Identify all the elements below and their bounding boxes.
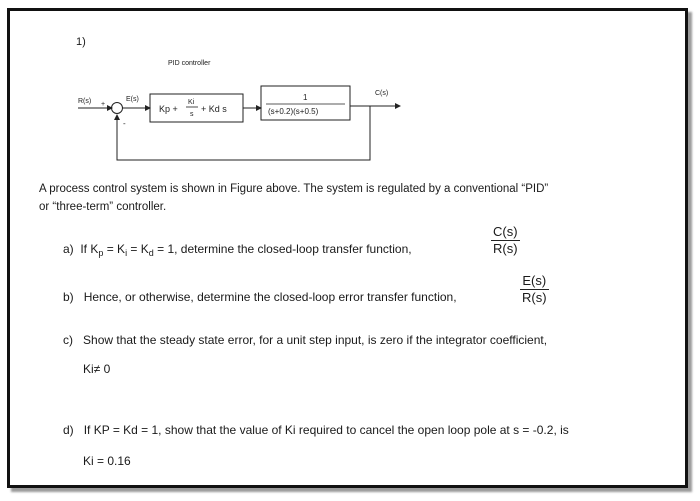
controller-ki-numerator: Ki <box>188 99 195 106</box>
question-a-sub-p: p <box>98 248 104 258</box>
question-b-text: Hence, or otherwise, determine the closed-loop error transfer function, <box>83 290 457 304</box>
question-c-condition: Ki≠ 0 <box>83 362 111 376</box>
question-b-fraction-num: E(s) <box>520 273 549 290</box>
question-a-text: = 1, determine the closed-loop transfer function, <box>153 242 412 256</box>
summing-junction <box>112 103 123 114</box>
question-d-answer: Ki = 0.16 <box>83 454 131 468</box>
controller-ki-denominator: s <box>190 111 194 118</box>
question-c-text: Show that the steady state error, for a unit step input, is zero if the integrator coefficient, <box>83 333 548 347</box>
plant-numerator: 1 <box>303 93 308 102</box>
error-label: E(s) <box>126 96 139 103</box>
question-b-label: b) <box>63 290 74 304</box>
controller-kp: Kp + <box>159 104 178 114</box>
question-number: 1) <box>76 36 86 48</box>
question-c <box>63 333 547 347</box>
intro-line-2: or “three-term” controller. <box>39 201 167 213</box>
question-c-label: c) <box>63 333 73 347</box>
minus-sign: - <box>123 119 126 128</box>
question-a-sub-d: d <box>148 248 154 258</box>
output-label: C(s) <box>375 90 389 97</box>
question-d <box>63 423 569 437</box>
pid-controller-label: PID controller <box>168 60 211 67</box>
question-a-label: a) <box>63 242 74 256</box>
question-a-fraction-num: C(s) <box>493 224 518 239</box>
question-d-label: d) <box>63 423 74 437</box>
question-a-fraction <box>491 224 520 257</box>
question-b-fraction-den: R(s) <box>522 290 547 305</box>
intro-line-1: A process control system is shown in Figure above. The system is regulated by a conventional “PID” <box>39 183 549 195</box>
question-a-mid1: = K <box>103 242 126 256</box>
input-label: R(s) <box>78 98 92 105</box>
plant-denominator: (s+0.2)(s+0.5) <box>268 107 319 116</box>
question-a-mid2: = K <box>127 242 149 256</box>
question-d-text: If KP = Kd = 1, show that the value of Ki required to cancel the open loop pole at s = -0.2, is <box>83 423 569 437</box>
question-b <box>63 290 457 304</box>
plus-sign: + <box>101 101 106 108</box>
question-a <box>63 242 412 258</box>
controller-kd: + Kd s <box>201 104 227 114</box>
question-a-sub-i: i <box>125 248 128 258</box>
question-a-pre: If K <box>80 242 99 256</box>
question-a-fraction-den: R(s) <box>493 241 518 256</box>
question-b-fraction <box>520 273 549 306</box>
